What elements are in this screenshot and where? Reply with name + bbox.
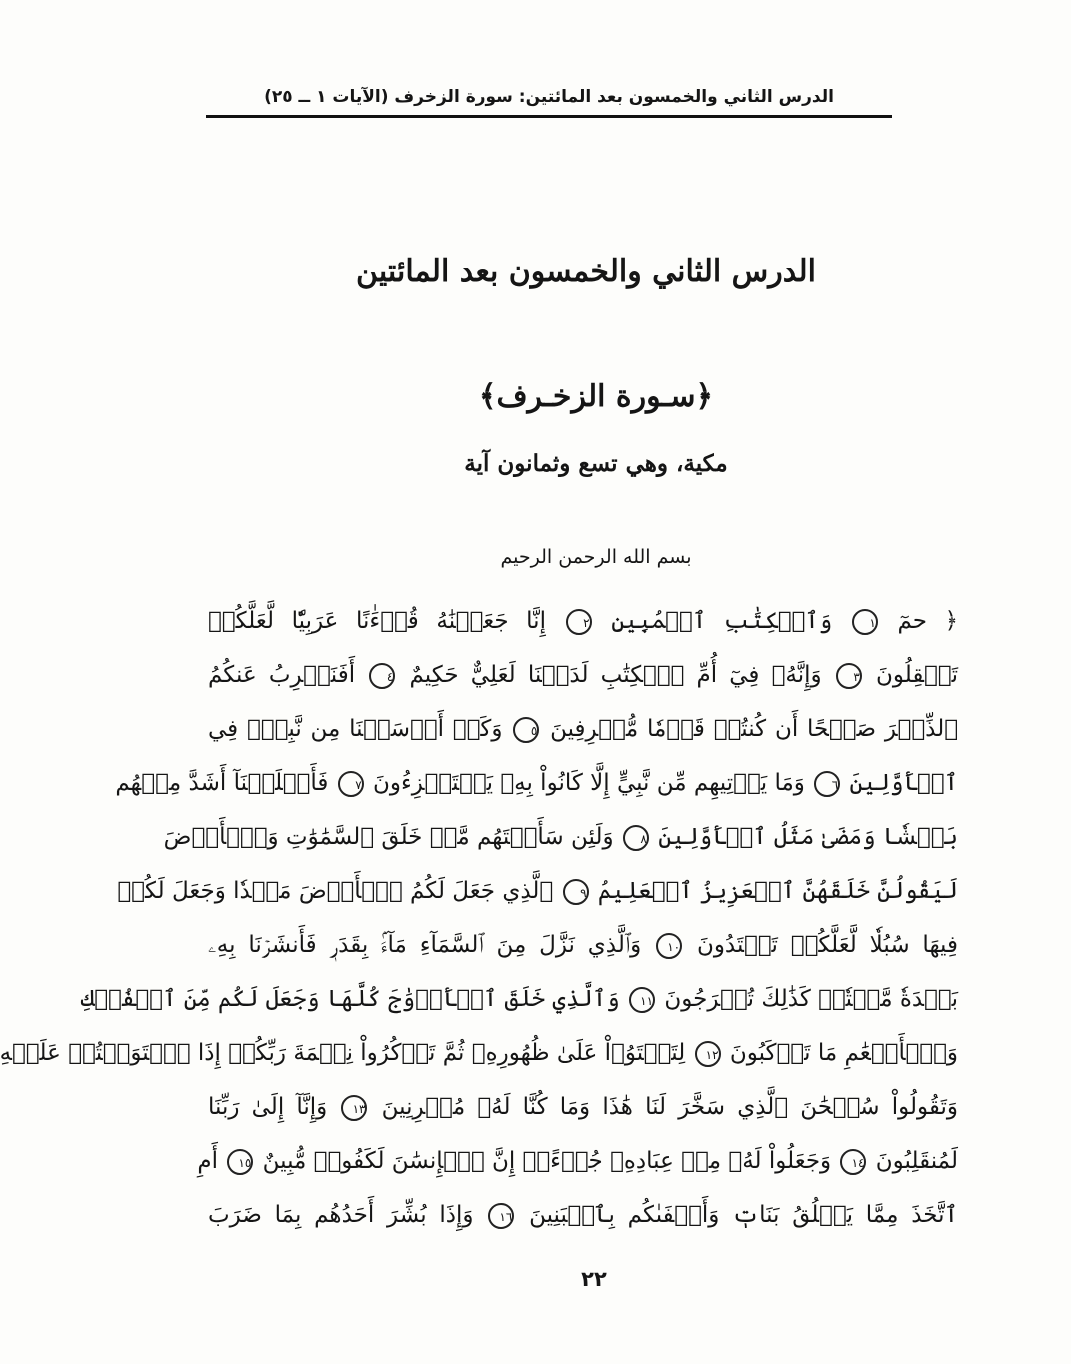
verse-text: وَمَا يَأۡتِيهِم مِّن نَّبِيٍّ إِلَّا كَانُواْ بِهِۦ يَسۡتَهۡزِءُونَ: [372, 770, 805, 796]
verse-text: ﴿ حمٓ: [897, 608, 959, 634]
verse-text: بَلۡدَةٗ مَّيۡتٗاۚ كَذَٰلِكَ تُخۡرَجُونَ: [664, 986, 958, 1012]
verse-number-marker: ١٦: [488, 1203, 514, 1229]
verse-text: أَمِ: [197, 1148, 218, 1174]
page-number: ٢٢: [581, 1267, 607, 1291]
verse-text: أَفَنَضۡرِبُ عَنكُمُ: [208, 662, 356, 688]
verse-line: [197, 1134, 958, 1188]
verse-line: [208, 648, 958, 702]
verse-number-marker: ١٠: [656, 933, 682, 959]
verse-text: وَجَعَلُواْ لَهُۥ مِنۡ عِبَادِهِۦ جُزۡءًاۚ إِنَّ ٱلۡإِنسَٰنَ لَكَفُورٞ مُّبِينٌ: [262, 1148, 832, 1174]
verse-line: [117, 864, 958, 918]
verse-text: وَٱلَّذِي نَزَّلَ مِنَ ٱلسَّمَآءِ مَآءَۢ بِقَدَرٖ فَأَنشَرۡنَا بِهِۦ: [208, 932, 642, 958]
verse-text: تَعۡقِلُونَ: [875, 662, 959, 688]
lesson-title: الدرس الثاني والخمسون بعد المائتين: [356, 254, 816, 289]
verse-number-marker: ٨: [623, 825, 649, 851]
verse-number-marker: ٦: [814, 771, 840, 797]
verse-line: [208, 1188, 958, 1242]
verse-text: وَٱلۡأَنۡعَٰمِ مَا تَرۡكَبُونَ: [729, 1040, 958, 1066]
verse-number-marker: ٣: [836, 663, 862, 689]
verse-number-marker: ٥: [513, 717, 539, 743]
verse-line: [208, 918, 958, 972]
running-header: الدرس الثاني والخمسون بعد المائتين: سورة الزخرف (الآيات ١ ــ ٢٥): [264, 87, 834, 107]
verse-text: وَإِنَّآ إِلَىٰ رَبِّنَا: [208, 1094, 328, 1120]
quran-verses-block: [0, 594, 959, 1242]
verse-number-marker: ٤: [369, 663, 395, 689]
verse-line: [208, 594, 958, 648]
verse-text: ٱلَّذِي جَعَلَ لَكُمُ ٱلۡأَرۡضَ مَهۡدٗا وَجَعَلَ لَكُمۡ: [117, 878, 554, 904]
verse-line: [208, 702, 958, 756]
verse-line: [208, 1080, 958, 1134]
verse-number-marker: ١٢: [695, 1041, 721, 1067]
verse-line: [115, 756, 958, 810]
verse-text: وَلَئِن سَأَلۡتَهُم مَّنۡ خَلَقَ ٱلسَّمَٰوَٰتِ وَٱلۡأَرۡضَ: [163, 824, 614, 850]
verse-text: فَأَهۡلَكۡنَآ أَشَدَّ مِنۡهُم: [115, 770, 329, 796]
verse-number-marker: ٢: [566, 609, 592, 635]
verse-text: ٱلذِّكۡرَ صَفۡحًا أَن كُنتُمۡ قَوۡمٗا مُّسۡرِفِينَ: [550, 716, 959, 742]
verse-text: وَإِنَّهُۥ فِيٓ أُمِّ ٱلۡكِتَٰبِ لَدَيۡنَا لَعَلِيٌّ حَكِيمٌ: [409, 662, 822, 688]
basmala: بسم الله الرحمن الرحيم: [500, 546, 692, 568]
verse-text: لَمُنقَلِبُونَ: [875, 1148, 958, 1174]
verse-number-marker: ٩: [563, 879, 589, 905]
verse-text: لِتَسۡتَوُۥاْ عَلَىٰ ظُهُورِهِۦ ثُمَّ تَذۡكُرُواْ نِعۡمَةَ رَبِّكُمۡ إِذَا ٱسۡتَوَيۡتُمۡ عَلَيۡهِ: [0, 1040, 686, 1066]
verse-text: إِنَّا جَعَلۡنَٰهُ قُرۡءَٰنًا عَرَبِيّٗا لَّعَلَّكُمۡ: [208, 608, 546, 634]
verse-text: ٱلۡأَوَّلِينَ: [849, 770, 958, 796]
verse-number-marker: ١٤: [840, 1149, 866, 1175]
verse-text: وَٱلَّذِي خَلَقَ ٱلۡأَزۡوَٰجَ كُلَّهَا وَجَعَلَ لَكُم مِّنَ ٱلۡفُلۡكِ: [80, 986, 620, 1012]
verse-number-marker: ١: [852, 609, 878, 635]
surah-info: مكية، وهي تسع وثمانون آية: [464, 450, 728, 477]
verse-number-marker: ١٣: [341, 1095, 367, 1121]
verse-text: لَيَقُولُنَّ خَلَقَهُنَّ ٱلۡعَزِيزُ ٱلۡعَلِيمُ: [597, 878, 958, 904]
verse-text: ٱتَّخَذَ مِمَّا يَخۡلُقُ بَنَاتٖ وَأَصۡفَىٰكُم بِٱلۡبَنِينَ: [529, 1202, 958, 1228]
verse-number-marker: ١٥: [227, 1149, 253, 1175]
verse-number-marker: ٧: [338, 771, 364, 797]
verse-text: وَكَمۡ أَرۡسَلۡنَا مِن نَّبِيّٖ فِي: [208, 716, 503, 742]
verse-text: وَتَقُولُواْ سُبۡحَٰنَ ٱلَّذِي سَخَّرَ لَنَا هَٰذَا وَمَا كُنَّا لَهُۥ مُقۡرِنِينَ: [381, 1094, 959, 1120]
verse-text: وَإِذَا بُشِّرَ أَحَدُهُم بِمَا ضَرَبَ: [208, 1202, 474, 1228]
verse-line: [163, 810, 958, 864]
verse-number-marker: ١١: [629, 987, 655, 1013]
verse-text: وَٱلۡكِتَٰبِ ٱلۡمُبِينِ: [611, 608, 833, 634]
verse-line: [80, 972, 958, 1026]
verse-text: بَطۡشٗا وَمَضَىٰ مَثَلُ ٱلۡأَوَّلِينَ: [658, 824, 958, 850]
surah-name: ﴿سـورة الزخـرف﴾: [478, 379, 714, 414]
header-rule: [206, 115, 892, 118]
verse-line: [0, 1026, 958, 1080]
verse-text: فِيهَا سُبُلٗا لَّعَلَّكُمۡ تَهۡتَدُونَ: [696, 932, 958, 958]
